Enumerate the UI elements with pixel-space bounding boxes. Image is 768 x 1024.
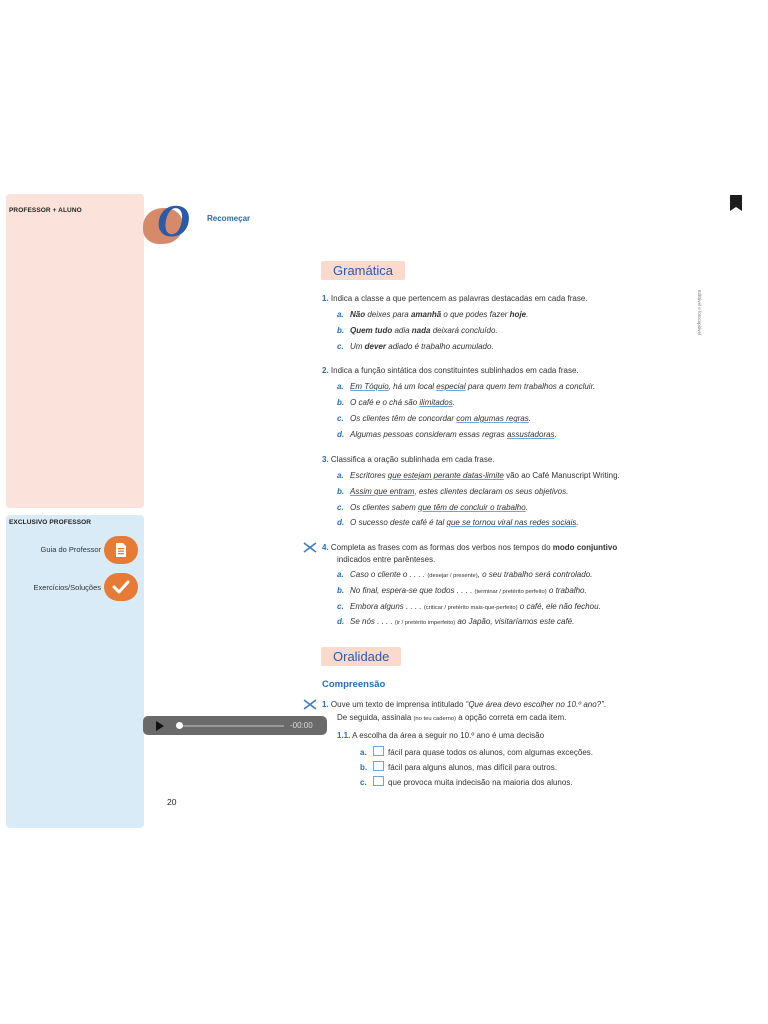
question-prompt: Completa as frases com as formas dos verbos nos tempos do — [330, 543, 553, 552]
text: vão ao Café Manuscript Writing. — [503, 471, 620, 480]
hint: (no teu caderno) — [413, 716, 457, 722]
question-4-cont: indicados entre parênteses. — [337, 555, 436, 564]
highlight: Quem tudo — [350, 326, 393, 335]
option-text: fácil para alguns alunos, mas difícil para outros. — [388, 763, 557, 772]
cross-tools-icon — [303, 699, 317, 710]
q1-item-c — [337, 342, 494, 351]
question-number: 1. — [322, 294, 329, 303]
question-prompt-bold: modo conjuntivo — [552, 543, 618, 552]
page-number: 20 — [167, 797, 177, 807]
guia-professor-button[interactable] — [104, 536, 138, 564]
oralidade-heading: Oralidade — [321, 647, 401, 666]
q2-item-c — [337, 414, 531, 423]
option-checkbox[interactable] — [373, 746, 384, 756]
text: , estes clientes declaram os seus objetivos. — [414, 487, 569, 496]
q2-item-a — [337, 382, 595, 391]
option-letter: c. — [360, 778, 367, 787]
underlined: que se tornou viral nas redes sociais — [446, 518, 577, 527]
underlined: que estejam perante datas-limite — [387, 471, 504, 480]
section-link-recomecar[interactable]: Recomeçar — [207, 214, 251, 223]
item-letter: a. — [337, 570, 344, 579]
text: No final, espera-se que todos . . . . — [350, 586, 475, 595]
underlined: assustadoras — [506, 430, 555, 439]
question-3 — [322, 455, 495, 464]
item-letter: c. — [337, 503, 344, 512]
question-4 — [322, 543, 617, 552]
question-2 — [322, 366, 579, 375]
text: Escritores — [350, 471, 388, 480]
text: o que podes fazer — [441, 310, 510, 319]
question-number: 4. — [322, 543, 329, 552]
option-b[interactable] — [360, 761, 557, 772]
text: o café, ele não fechou. — [517, 602, 601, 611]
item-letter: d. — [337, 617, 345, 626]
question-number: 3. — [322, 455, 329, 464]
q3-item-a — [337, 471, 620, 480]
q1-item-b — [337, 326, 498, 335]
text: , há um local — [388, 382, 437, 391]
q4-item-b — [337, 586, 587, 595]
text: adia — [392, 326, 412, 335]
question-number: 1.1. — [337, 731, 351, 740]
oralidade-question-1-cont — [337, 713, 566, 722]
text: o trabalho. — [546, 586, 587, 595]
text: adiado é trabalho acumulado. — [386, 342, 494, 351]
hint: (terminar / pretérito perfeito) — [474, 589, 547, 595]
text: Um — [350, 342, 365, 351]
logo-letter: O — [157, 195, 191, 246]
text: . — [603, 700, 607, 709]
underlined: Em Tóquio — [350, 382, 389, 391]
underlined: especial — [436, 382, 466, 391]
question-number: 2. — [322, 366, 329, 375]
item-letter: c. — [337, 602, 344, 611]
option-a[interactable] — [360, 746, 593, 757]
text: Se nós . . . . — [350, 617, 395, 626]
highlight: dever — [364, 342, 387, 351]
item-letter: a. — [337, 471, 344, 480]
underlined: Assim que entram — [350, 487, 415, 496]
highlight: amanhã — [410, 310, 442, 319]
option-checkbox[interactable] — [373, 761, 384, 771]
text: Caso o cliente o . . . . — [350, 570, 428, 579]
text: . — [452, 398, 455, 407]
text: O café e o chá são — [350, 398, 420, 407]
question-prompt: Ouve um texto de imprensa intitulado — [330, 700, 466, 709]
hint: (desejar / presente) — [427, 573, 478, 579]
text: O sucesso deste café é tal — [350, 518, 447, 527]
item-letter: c. — [337, 342, 344, 351]
cross-tools-icon — [303, 542, 317, 553]
bookmark-icon[interactable] — [730, 195, 742, 211]
text: Algumas pessoas consideram essas regras — [350, 430, 507, 439]
highlight: hoje — [509, 310, 527, 319]
highlight: Não — [350, 310, 366, 319]
question-prompt: Indica a função sintática dos constituintes sublinhados em cada frase. — [330, 366, 579, 375]
item-letter: b. — [337, 586, 345, 595]
text: Os clientes sabem — [350, 503, 419, 512]
compreensao-heading: Compreensão — [322, 679, 386, 690]
text: Os clientes têm de concordar — [350, 414, 457, 423]
q4-item-d — [337, 617, 574, 626]
gramatica-heading: Gramática — [321, 261, 405, 280]
sidebar-student-panel — [6, 194, 144, 508]
question-1 — [322, 294, 588, 303]
item-letter: b. — [337, 487, 345, 496]
play-icon[interactable] — [156, 721, 164, 731]
text: . — [525, 503, 528, 512]
text: . — [554, 430, 557, 439]
option-checkbox[interactable] — [373, 776, 384, 786]
item-letter: a. — [337, 382, 344, 391]
option-letter: a. — [360, 748, 367, 757]
article-title: “Que área devo escolher no 10.º ano?” — [465, 700, 604, 709]
item-letter: c. — [337, 414, 344, 423]
question-prompt: A escolha da área a seguir no 10.º ano é uma decisão — [352, 731, 545, 740]
document-icon — [114, 542, 128, 558]
option-letter: b. — [360, 763, 368, 772]
option-c[interactable] — [360, 776, 573, 787]
audio-progress-track[interactable] — [176, 725, 284, 727]
q1-item-a — [337, 310, 528, 319]
underlined: que têm de concluir o trabalho — [418, 503, 526, 512]
q3-item-c — [337, 503, 528, 512]
text: para quem tem trabalhos a concluir. — [465, 382, 596, 391]
option-text: que provoca muita indecisão na maioria dos alunos. — [388, 778, 573, 787]
item-letter: a. — [337, 310, 344, 319]
text: a opção correta em cada item. — [456, 713, 567, 722]
hint: (ir / pretérito imperfeito) — [394, 620, 456, 626]
q2-item-b — [337, 398, 455, 407]
sub-question-1-1 — [337, 731, 544, 740]
hint: (criticar / pretérito mais-que-perfeito) — [423, 605, 518, 611]
audio-time: -00:00 — [290, 721, 313, 730]
text: deixará concluído. — [430, 326, 498, 335]
item-letter: b. — [337, 398, 345, 407]
vertical-note: Editável e fotocopiável — [697, 290, 702, 336]
text: , o seu trabalho será controlado. — [477, 570, 593, 579]
text: . — [526, 310, 529, 319]
underlined: ilimitados — [419, 398, 453, 407]
item-letter: d. — [337, 518, 345, 527]
underlined: com algumas regras — [456, 414, 529, 423]
q3-item-b — [337, 487, 568, 496]
highlight: nada — [411, 326, 431, 335]
sidebar-top-label: PROFESSOR + ALUNO — [9, 207, 82, 214]
question-prompt: Indica a classe a que pertencem as palavras destacadas em cada frase. — [330, 294, 588, 303]
question-number: 1. — [322, 700, 329, 709]
text: ao Japão, visitaríamos este café. — [455, 617, 575, 626]
q4-item-a — [337, 570, 592, 579]
text: De seguida, assinala — [337, 713, 414, 722]
text: . — [576, 518, 579, 527]
exercicios-solucoes-button[interactable] — [104, 573, 138, 601]
q2-item-d — [337, 430, 557, 439]
question-prompt: Classifica a oração sublinhada em cada frase. — [330, 455, 495, 464]
exercicios-solucoes-label: Exercícios/Soluções — [33, 583, 101, 592]
option-text: fácil para quase todos os alunos, com algumas exceções. — [388, 748, 594, 757]
item-letter: d. — [337, 430, 345, 439]
audio-progress-handle[interactable] — [176, 722, 183, 729]
oralidade-question-1 — [322, 700, 606, 709]
item-letter: b. — [337, 326, 345, 335]
checkmark-icon — [112, 580, 130, 594]
sidebar-bottom-label: EXCLUSIVO PROFESSOR — [9, 519, 92, 526]
text: deixes para — [365, 310, 411, 319]
q4-item-c — [337, 602, 601, 611]
text: . — [528, 414, 531, 423]
text: Embora alguns . . . . — [350, 602, 424, 611]
guia-professor-label: Guia do Professor — [40, 545, 101, 554]
q3-item-d — [337, 518, 579, 527]
